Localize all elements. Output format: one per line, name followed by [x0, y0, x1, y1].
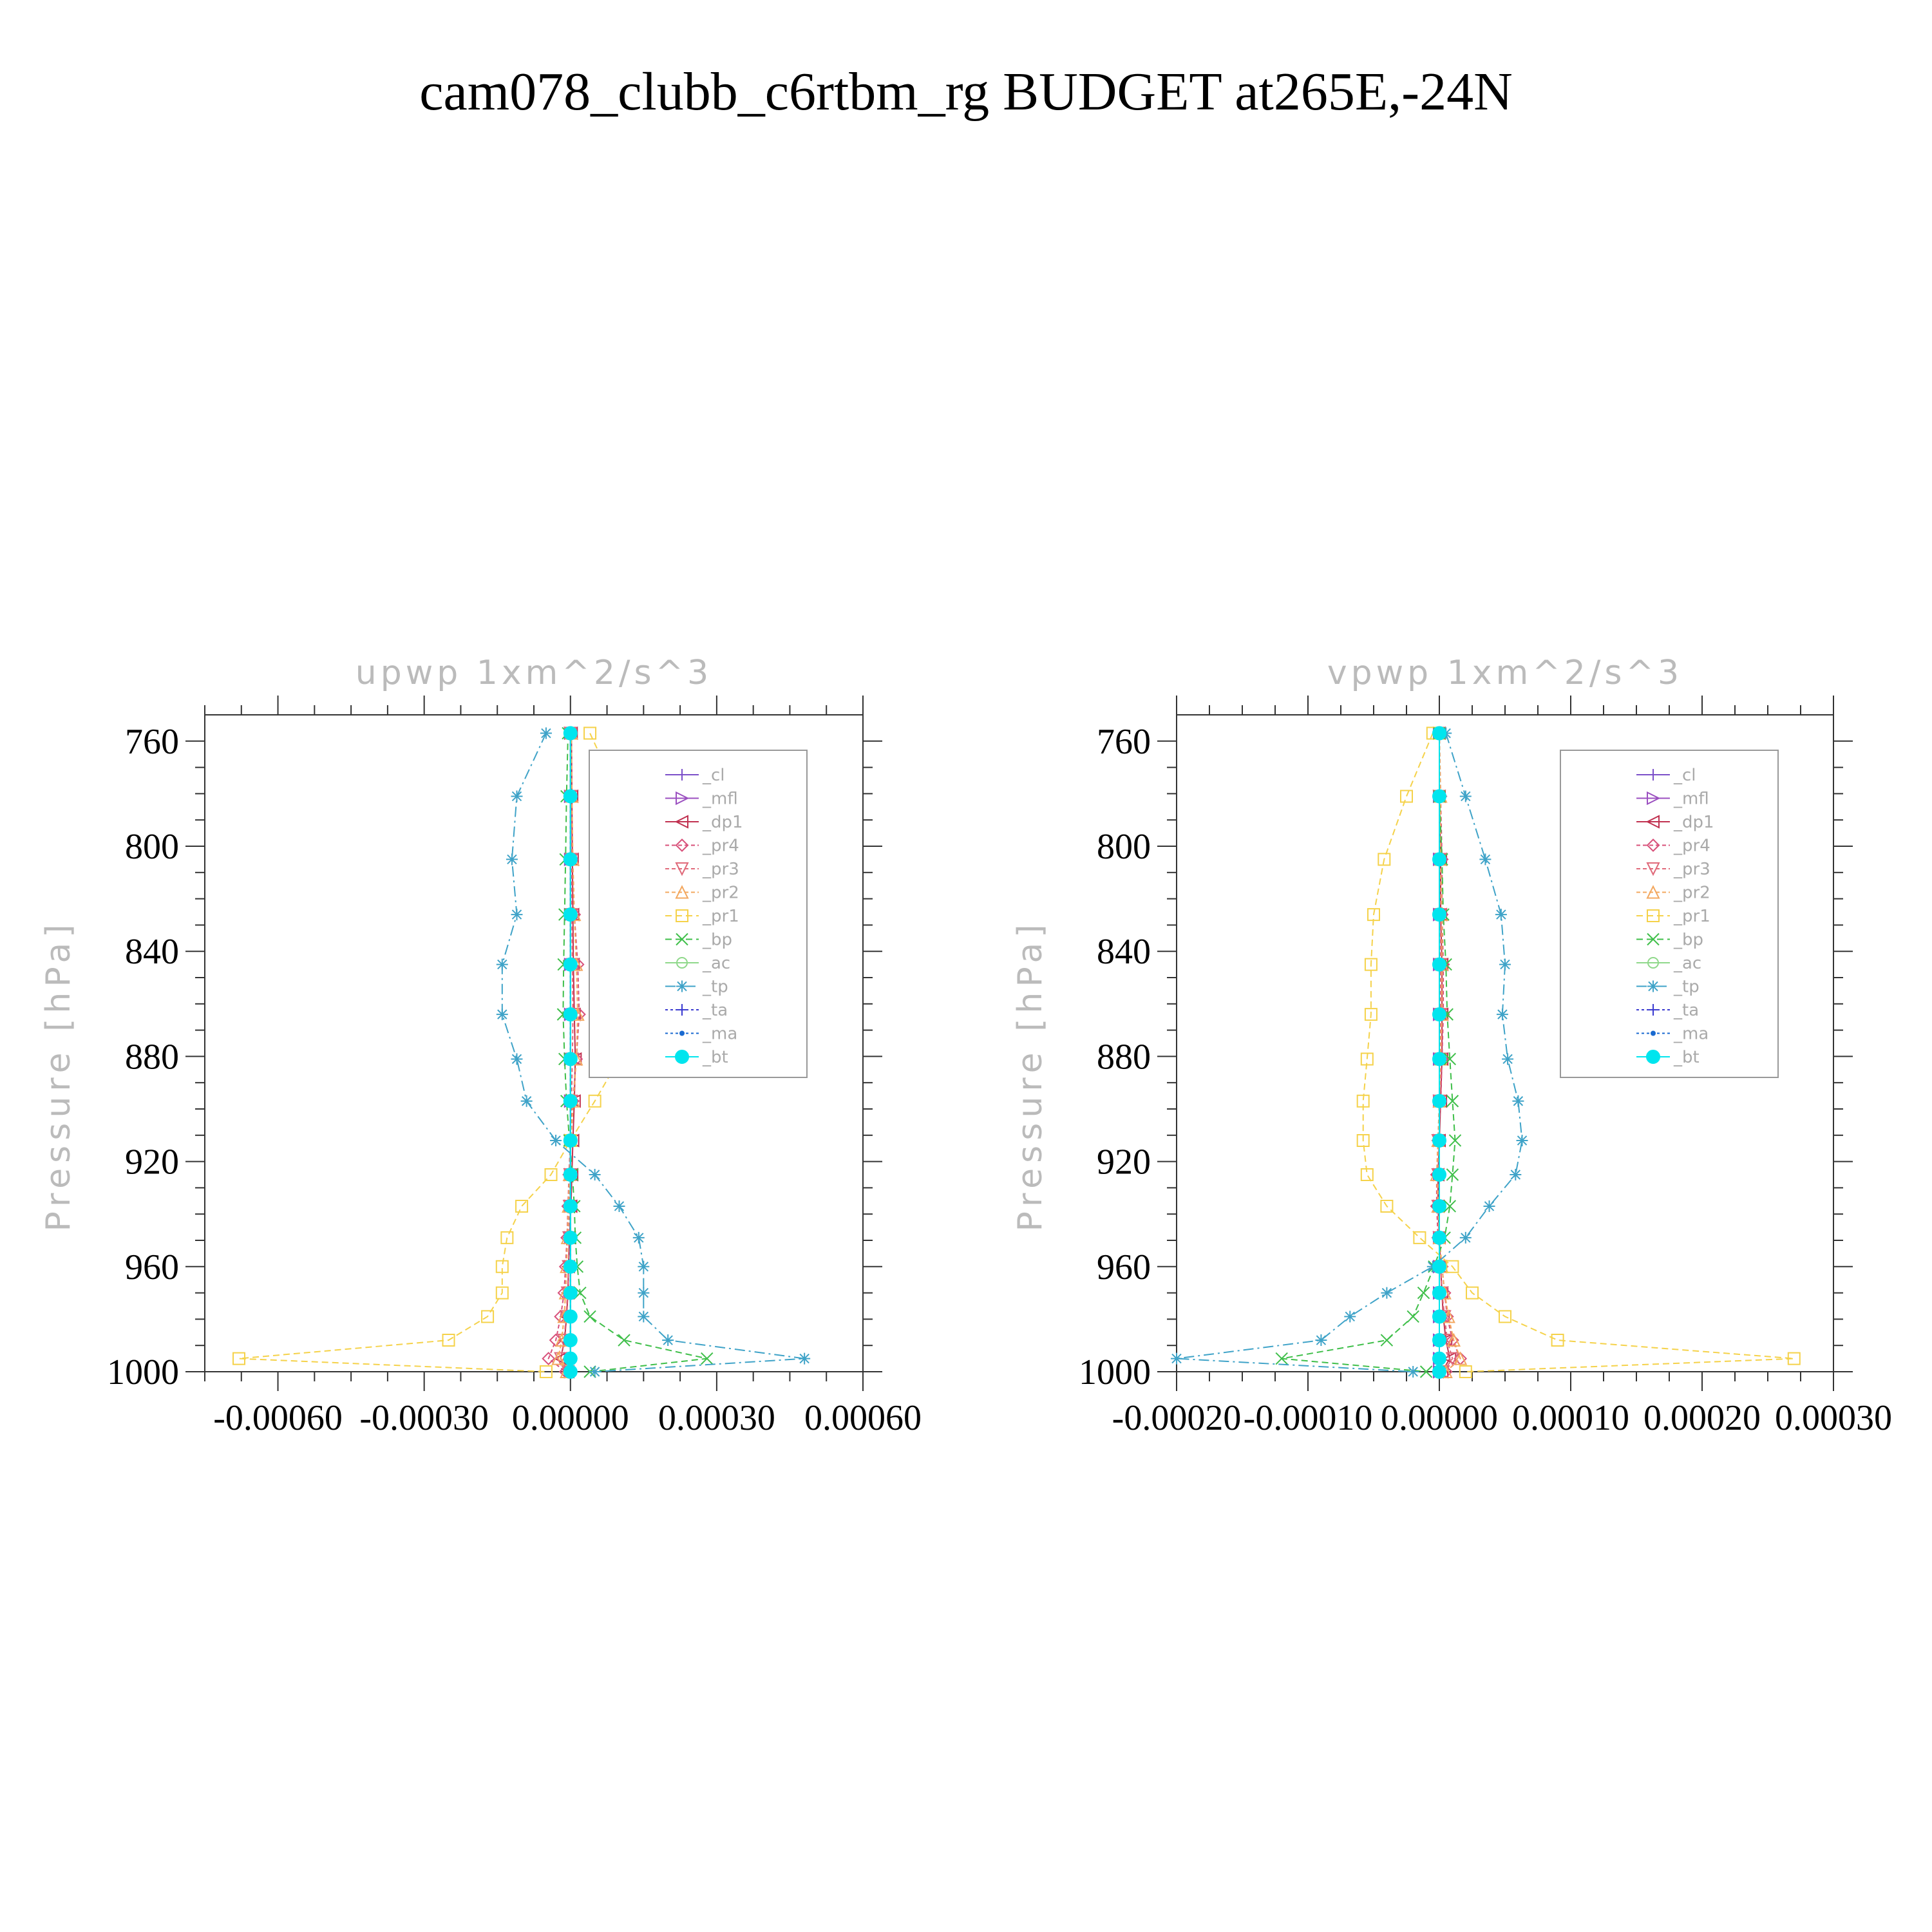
legend-label: _pr1	[1674, 907, 1710, 926]
data-point	[1381, 1287, 1392, 1299]
data-point	[564, 1365, 577, 1378]
data-point	[1460, 790, 1472, 802]
legend-label: _dp1	[703, 813, 743, 832]
data-point	[799, 1353, 810, 1365]
data-point	[1433, 1352, 1446, 1365]
legend-label: _pr4	[703, 836, 739, 856]
data-point	[1479, 853, 1491, 865]
y-tick-label: 960	[125, 1247, 179, 1287]
legend-label: _bt	[1674, 1048, 1700, 1067]
y-tick-label: 800	[1097, 827, 1151, 867]
legend-label: _tp	[703, 977, 728, 997]
data-point	[1433, 727, 1446, 740]
data-point	[633, 1232, 645, 1244]
legend-label: _pr4	[1674, 836, 1710, 856]
panel-title: upwp 1xm^2/s^3	[355, 654, 713, 692]
x-tick-label: 0.00010	[1512, 1398, 1629, 1438]
data-point	[1171, 1353, 1182, 1365]
legend-marker	[680, 1032, 684, 1036]
legend-label: _bt	[703, 1048, 728, 1067]
legend-label: _pr3	[703, 860, 739, 879]
legend-marker	[1647, 981, 1659, 992]
x-tick-label: -0.00060	[213, 1398, 343, 1438]
legend-label: _mfl	[1674, 789, 1709, 809]
data-point	[564, 1095, 577, 1108]
data-point	[1433, 1334, 1446, 1347]
data-point	[564, 1200, 577, 1213]
legend-marker	[1651, 1032, 1655, 1036]
x-tick-label: -0.00020	[1112, 1398, 1242, 1438]
legend-marker	[1647, 1050, 1660, 1063]
data-point	[564, 1287, 577, 1300]
data-point	[521, 1095, 533, 1107]
x-tick-label: 0.00000	[1381, 1398, 1498, 1438]
data-point	[564, 908, 577, 921]
x-tick-label: 0.00030	[1775, 1398, 1892, 1438]
data-point	[564, 853, 577, 866]
legend-label: _ac	[703, 954, 731, 973]
data-point	[511, 909, 523, 920]
data-point	[1499, 959, 1511, 971]
y-axis-label: Pressure [hPa]	[1011, 919, 1050, 1232]
data-point	[497, 1009, 508, 1020]
data-point	[1433, 958, 1446, 971]
x-tick-label: -0.00010	[1243, 1398, 1373, 1438]
data-point	[1433, 790, 1446, 802]
data-point	[1497, 1009, 1508, 1020]
legend-box	[589, 750, 807, 1077]
legend	[1560, 750, 1778, 1077]
data-point	[1433, 1260, 1446, 1273]
legend-box	[1560, 750, 1778, 1077]
data-point	[564, 1008, 577, 1021]
x-tick-label: -0.00030	[359, 1398, 489, 1438]
data-point	[564, 1334, 577, 1347]
legend-marker	[676, 1050, 688, 1063]
data-point	[564, 1231, 577, 1244]
figure-title: cam078_clubb_c6rtbm_rg BUDGET at265E,-24N	[419, 62, 1513, 122]
data-point	[550, 1135, 562, 1146]
data-point	[564, 790, 577, 802]
panel-title: vpwp 1xm^2/s^3	[1327, 654, 1683, 692]
data-point	[589, 1366, 601, 1378]
data-point	[511, 1053, 523, 1065]
legend-label: _ta	[1674, 1001, 1700, 1020]
y-tick-label: 920	[1097, 1142, 1151, 1182]
y-tick-label: 1000	[107, 1352, 179, 1392]
data-point	[540, 728, 552, 739]
data-point	[638, 1261, 649, 1273]
data-point	[1495, 909, 1507, 920]
legend-marker	[676, 981, 688, 992]
data-point	[564, 1052, 577, 1065]
data-point	[497, 959, 508, 971]
data-point	[1315, 1334, 1327, 1346]
data-point	[1433, 1310, 1446, 1323]
data-point	[1407, 1366, 1419, 1378]
data-point	[1433, 853, 1446, 866]
legend-label: _pr3	[1674, 860, 1710, 879]
y-tick-label: 800	[125, 827, 179, 867]
data-point	[564, 1352, 577, 1365]
data-point	[1433, 1287, 1446, 1300]
legend-label: _tp	[1674, 977, 1700, 997]
data-point	[564, 1134, 577, 1147]
data-point	[1433, 1200, 1446, 1213]
y-axis-label: Pressure [hPa]	[39, 919, 78, 1232]
data-point	[564, 727, 577, 740]
y-tick-label: 960	[1097, 1247, 1151, 1287]
data-point	[638, 1287, 649, 1299]
x-tick-label: 0.00020	[1643, 1398, 1761, 1438]
y-tick-label: 880	[1097, 1037, 1151, 1077]
data-point	[1433, 1231, 1446, 1244]
legend-label: _ta	[703, 1001, 728, 1020]
data-point	[662, 1334, 674, 1346]
data-point	[613, 1200, 625, 1212]
data-point	[1510, 1169, 1521, 1180]
y-tick-label: 880	[125, 1037, 179, 1077]
legend-label: _ac	[1674, 954, 1702, 973]
data-point	[1433, 1008, 1446, 1021]
legend-label: _ma	[1674, 1024, 1709, 1044]
legend-label: _mfl	[703, 789, 738, 809]
y-tick-label: 840	[1097, 932, 1151, 972]
legend-label: _cl	[703, 766, 725, 785]
data-point	[1517, 1135, 1528, 1146]
y-tick-label: 840	[125, 932, 179, 972]
data-point	[1433, 1095, 1446, 1108]
x-tick-label: 0.00030	[658, 1398, 775, 1438]
data-point	[564, 1168, 577, 1181]
data-point	[589, 1169, 601, 1180]
legend-label: _cl	[1674, 766, 1696, 785]
y-tick-label: 760	[1097, 721, 1151, 762]
data-point	[1344, 1311, 1356, 1322]
data-point	[564, 1310, 577, 1323]
legend-label: _pr1	[703, 907, 739, 926]
x-tick-label: 0.00000	[511, 1398, 629, 1438]
data-point	[1433, 908, 1446, 921]
legend-label: _bp	[1674, 930, 1704, 950]
legend	[589, 750, 807, 1077]
data-point	[1460, 1232, 1472, 1244]
legend-label: _ma	[703, 1024, 738, 1044]
data-point	[1484, 1200, 1495, 1212]
data-point	[1433, 1052, 1446, 1065]
data-point	[506, 853, 518, 865]
y-tick-label: 1000	[1079, 1352, 1151, 1392]
data-point	[1433, 1168, 1446, 1181]
data-point	[564, 958, 577, 971]
data-point	[511, 790, 523, 802]
data-point	[564, 1260, 577, 1273]
y-tick-label: 920	[125, 1142, 179, 1182]
data-point	[638, 1311, 649, 1322]
y-tick-label: 760	[125, 721, 179, 762]
data-point	[1512, 1095, 1524, 1107]
x-tick-label: 0.00060	[804, 1398, 922, 1438]
data-point	[1433, 1365, 1446, 1378]
legend-label: _dp1	[1674, 813, 1714, 832]
legend-label: _pr2	[1674, 883, 1710, 903]
data-point	[1433, 1134, 1446, 1147]
data-point	[1502, 1053, 1513, 1065]
legend-label: _bp	[703, 930, 733, 950]
legend-label: _pr2	[703, 883, 739, 903]
